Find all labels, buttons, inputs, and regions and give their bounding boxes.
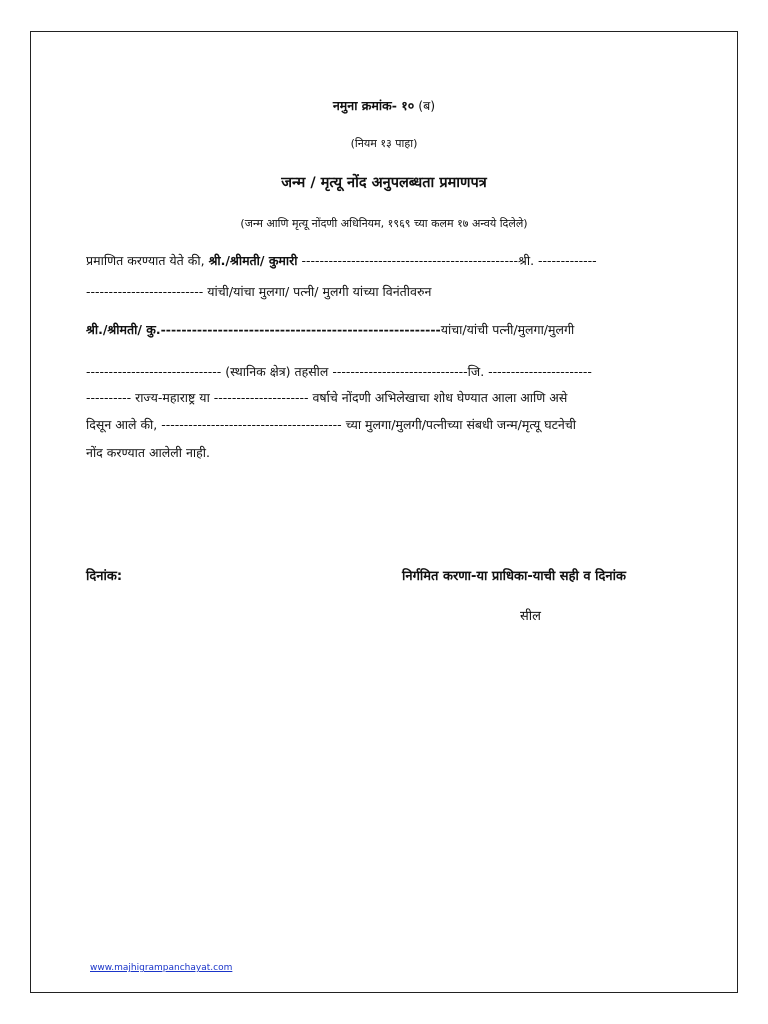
document-title: जन्म / मृत्यू नोंद अनुपलब्धता प्रमाणपत्र xyxy=(281,175,487,191)
date-label: दिनांक: xyxy=(86,569,123,584)
seal-label: सील xyxy=(520,609,541,624)
act-reference: (जन्म आणि मृत्यू नोंदणी अधिनियम, १९६९ च्या कलम १७ अन्वये दिलेले) xyxy=(240,217,528,230)
body-line-6: दिसून आले की, ---------------------------------------- च्या मुलगा/मुलगी/पत्नीच्या संबधी जन्म/मृत्यू घटनेची xyxy=(86,417,576,432)
body-line-4: ------------------------------ (स्थानिक क्षेत्र) तहसील ------------------------------जि. ----------------------- xyxy=(86,364,592,379)
form-number: नमुना क्रमांक- १० (ब) xyxy=(332,98,436,113)
body-line-2: -------------------------- यांची/यांचा मुलगा/ पत्नी/ मुलगी यांच्या विनंतीवरुन xyxy=(86,284,432,299)
body-line-7: नोंद करण्यात आलेली नाही. xyxy=(86,445,210,460)
authority-signature-label: निर्गमित करणा-या प्राधिका-याची सही व दिनांक xyxy=(402,569,626,584)
rule-reference: (नियम १३ पाहा) xyxy=(350,137,418,150)
body-line-5: ---------- राज्य-महाराष्ट्र या --------------------- वर्षाचे नोंदणी अभिलेखाचा शोध घेण्यात आला आणि असे xyxy=(86,390,568,405)
body-line-3: श्री./श्रीमती/ कु.------------------------------------------------------यांचा/यांची पत्नी/मुलगा/मुलगी xyxy=(86,322,575,337)
website-link[interactable]: www.majhigrampanchayat.com xyxy=(90,963,233,973)
body-line-1: प्रमाणित करण्यात येते की, श्री./श्रीमती/ कुमारी ------------------------------------------------श्री. ------------- xyxy=(86,253,597,268)
